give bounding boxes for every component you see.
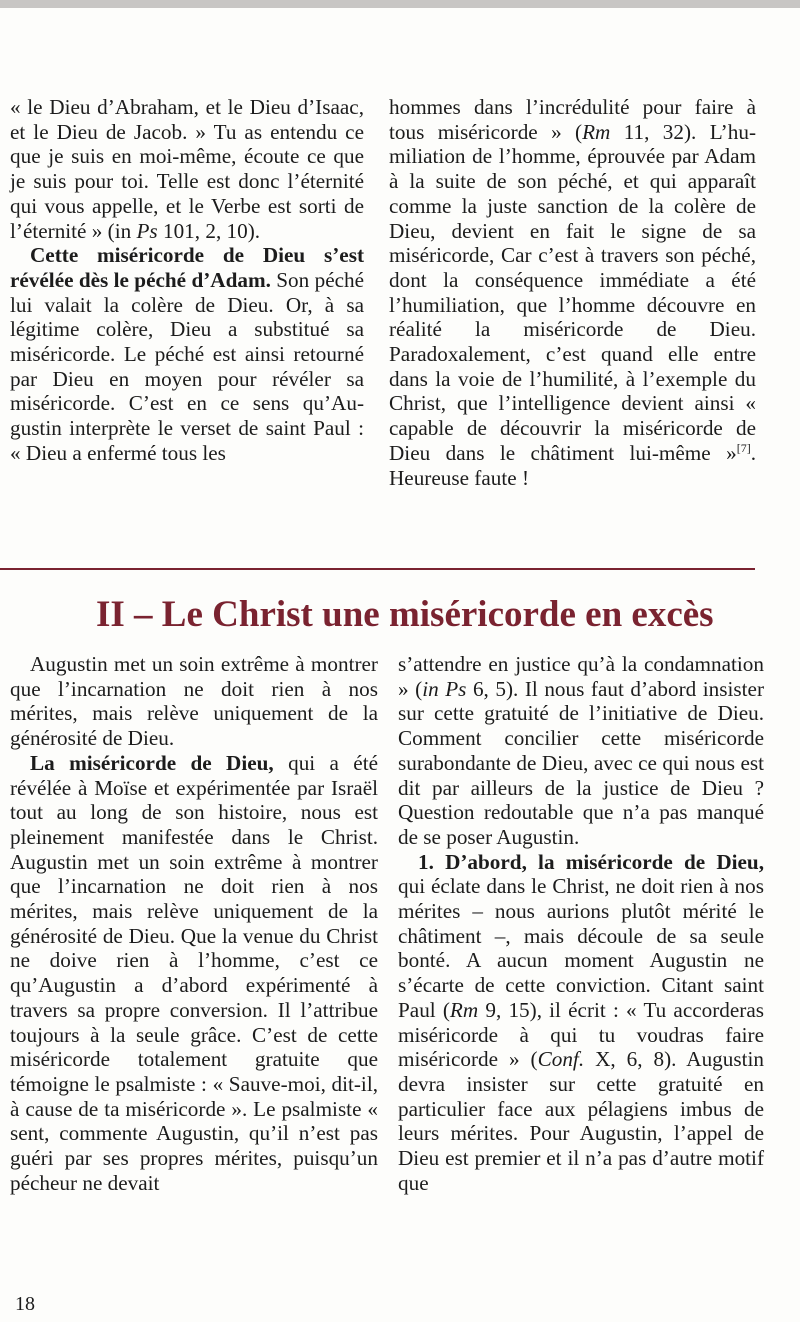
paragraph: Cette miséricorde de Dieu s’est révélée dès le péché d’Adam. Son péché lui valait la colère de Dieu. Or, à sa légitime colère, Dieu a substitué sa miséricorde. Le péché est ainsi retourné par Dieu en moyen pour révéler sa miséricorde. C’est en ce sens qu’Augustin interprète le verset de saint Paul : « Dieu a enfermé tous les [10, 243, 364, 465]
citation-ref: Ps [136, 218, 158, 243]
paragraph: hommes dans l’incrédulité pour faire à tous miséricorde » (Rm 11, 32). L’humiliation de l’homme, éprouvée par Adam à la suite de son péché, et qui apparaît comme la juste sanction de la colère de Dieu, devient en fait le signe de sa miséricorde, Car c’est à travers son péché, dont la conséquence immédiate a été l’humiliation, que l’homme découvre en réalité la miséricorde de Dieu. Paradoxalement, c’est quand elle entre dans la voie de l’humilité, à l’exemple du Christ, que l’intelligence devient ainsi « capable de découvrir la miséricorde de Dieu dans le châtiment lui-même »[7]. Heureuse faute ! [389, 95, 756, 490]
footnote-marker: [7] [736, 440, 751, 455]
page-top-edge [0, 0, 800, 8]
text-column-bottom-right [398, 652, 764, 1195]
bold-lead: La miséricorde de Dieu, [30, 750, 274, 775]
paragraph: Augustin met un soin extrême à montrer que l’incarnation ne doit rien à nos mérites, mais relève uniquement de la générosité de Dieu. [10, 652, 378, 751]
bold-lead: Cette miséricorde de Dieu s’est révélée dès le péché d’Adam. [10, 243, 364, 292]
section-divider [0, 568, 755, 570]
bold-lead: 1. D’abord, la miséricorde de Dieu, [418, 849, 764, 874]
section-heading: II – Le Christ une miséricorde en excès [96, 594, 714, 635]
paragraph: s’attendre en justice qu’à la condamnation » (in Ps 6, 5). Il nous faut d’abord insister sur cette gratuité de l’initiative de Dieu. Comment concilier cette miséricorde surabondante de Dieu, avec ce qui nous est dit par ailleurs de la justice de Dieu ? Question redoutable que n’a pas manqué de se poser Augustin. [398, 652, 765, 849]
citation-ref: Conf. [537, 1047, 585, 1072]
citation-ref: Rm [449, 997, 479, 1022]
page-number: 18 [15, 1293, 35, 1315]
text-column-bottom-left [10, 652, 378, 1195]
citation-ref: Rm [582, 119, 611, 144]
text-column-top-right [389, 95, 756, 490]
paragraph: « le Dieu d’Abraham, et le Dieu d’Isaac, et le Dieu de Jacob. » Tu as entendu ce que je suis en moi-même, écoute ce que je suis pour toi. Telle est donc l’éternité qui vous appelle, et le Verbe est sorti de l’éternité » (in Ps 101, 2, 10). [10, 95, 364, 243]
paragraph: 1. D’abord, la miséricorde de Dieu, qui éclate dans le Christ, ne doit rien à nos mérites – nous aurions plutôt mérité le châtiment –, mais découle de sa seule bonté. A aucun moment Augustin ne s’écarte de cette conviction. Citant saint Paul (Rm 9, 15), il écrit : « Tu accorderas miséricorde à qui tu voudras faire miséricorde » (Conf. X, 6, 8). Augustin devra insister sur cette gratuité en particulier face aux pélagiens imbus de leurs mérites. Pour Augustin, l’appel de Dieu est premier et il n’a pas d’autre motif que [398, 849, 764, 1195]
citation-ref: in Ps [422, 676, 467, 701]
paragraph: La miséricorde de Dieu, qui a été révélée à Moïse et expérimentée par Israël tout au long de son histoire, nous est pleinement manifestée dans le Christ. Augustin met un soin extrême à montrer que l’incarnation ne doit rien à nos mérites, mais relève uniquement de la générosité de Dieu. Que la venue du Christ ne doive rien à l’homme, c’est ce qu’Augustin a d’abord expérimenté à travers sa propre conversion. Il l’attribue toujours à la seule grâce. C’est de cette miséricorde totalement gratuite que témoigne le psalmiste : « Sauve-moi, dit-il, à cause de ta miséricorde ». Le psalmiste « sent, commente Augustin, qu’il n’est pas guéri par ses propres mérites, puisqu’un pécheur ne devait [10, 750, 378, 1195]
text-column-top-left [10, 95, 364, 466]
